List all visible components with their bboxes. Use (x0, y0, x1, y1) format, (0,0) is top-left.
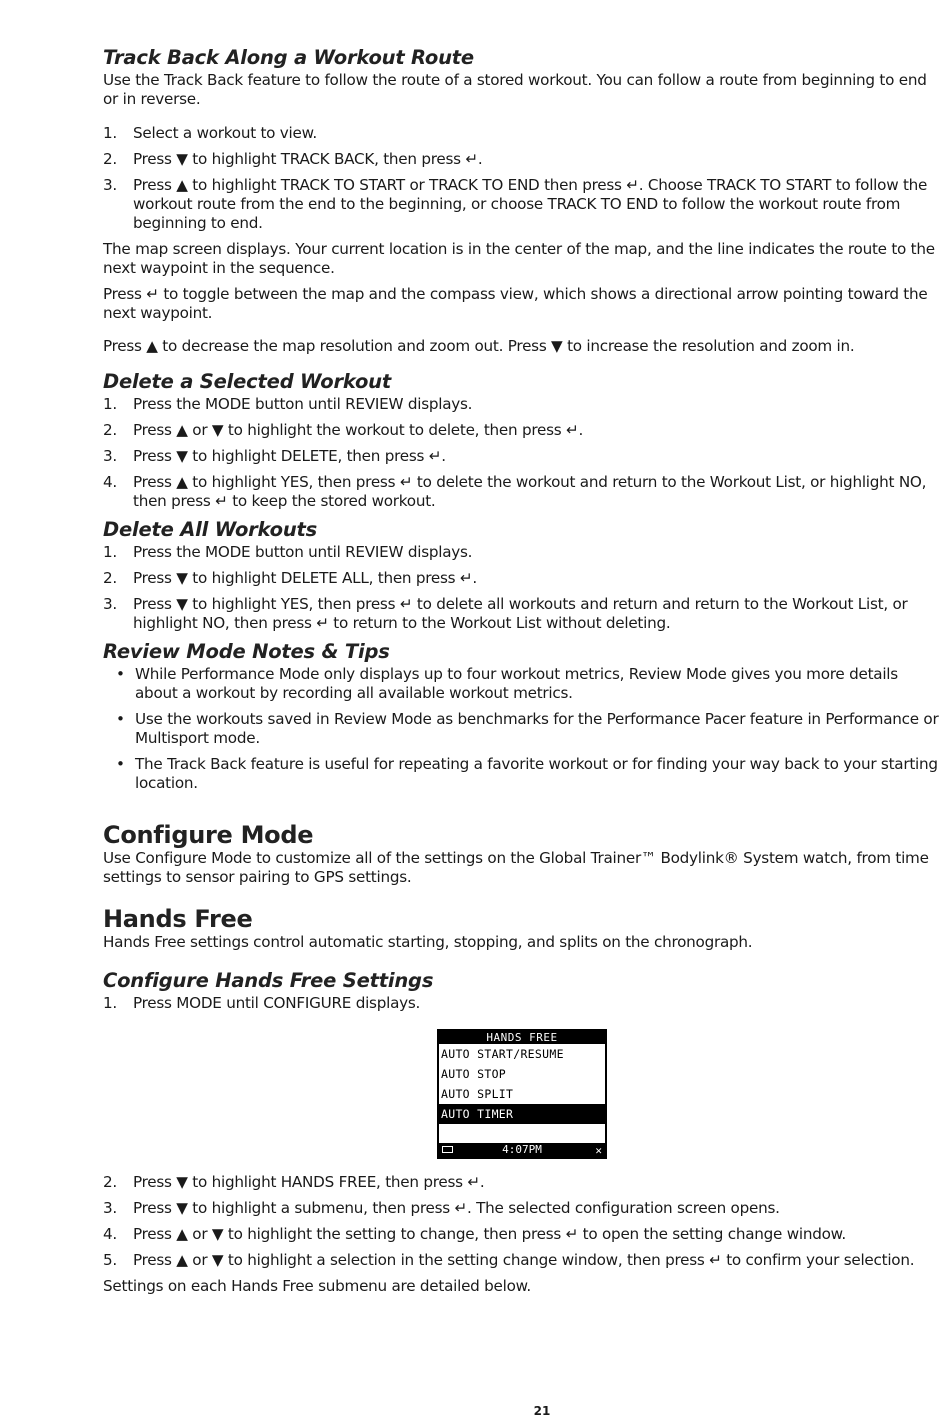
page-number: 21 (533, 1404, 551, 1418)
bullet-icon: • (116, 710, 125, 728)
heading-delete-selected: Delete a Selected Workout (103, 370, 391, 393)
configure-mode-text: Use Configure Mode to customize all of the settings on the Global Trainer™ Bodylink® System watch, from time settings to sensor pairing to GPS settings. (103, 849, 929, 886)
device-screen (437, 1029, 607, 1159)
list-item: • The Track Back feature is useful for repeating a favorite workout or for finding your way back to your starting location. (116, 755, 938, 792)
bullet-icon: • (116, 755, 125, 773)
list-item: 1. Press MODE until CONFIGURE displays. (103, 994, 421, 1012)
track-back-steps (103, 124, 945, 233)
list-item: 1. Select a workout to view. (103, 124, 317, 142)
battery-icon (442, 1146, 453, 1153)
hands-free-text: Hands Free settings control automatic starting, stopping, and splits on the chronograph. (103, 933, 753, 951)
list-item: 1. Press the MODE button until REVIEW displays. (103, 395, 473, 413)
heading-review-tips: Review Mode Notes & Tips (103, 640, 390, 663)
list-item: 4. Press ▲ or ▼ to highlight the setting to change, then press ↵ to open the setting change window. (103, 1225, 846, 1243)
list-item: 2. Press ▲ or ▼ to highlight the workout to delete, then press ↵. (103, 421, 584, 439)
heading-configure-hands-free: Configure Hands Free Settings (103, 969, 434, 992)
list-item: 1. Press the MODE button until REVIEW displays. (103, 543, 473, 561)
track-back-map-text: The map screen displays. Your current location is in the center of the map, and the line indicates the route to the next waypoint in the sequence. (103, 240, 935, 277)
device-time: 4:07PM (502, 1143, 542, 1156)
configure-hands-free-steps (103, 1173, 945, 1270)
heading-configure-mode: Configure Mode (103, 821, 314, 849)
list-item: 3. Press ▼ to highlight DELETE, then press ↵. (103, 447, 446, 465)
device-menu-item-selected: AUTO TIMER (439, 1104, 605, 1124)
bullet-icon: • (116, 665, 125, 683)
list-item: 3. Press ▼ to highlight YES, then press ↵ to delete all workouts and return and return to the Workout List, or highlight NO, then press ↵ to return to the Workout List without deleting. (103, 595, 908, 632)
device-menu-item: AUTO SPLIT (441, 1087, 514, 1101)
page-content (103, 44, 945, 1296)
list-item: 3. Press ▲ to highlight TRACK TO START or TRACK TO END then press ↵. Choose TRACK TO START to follow the workout route from the end to the beginning, or choose TRACK TO END to follow the workout route from beginning to end. (103, 176, 928, 232)
track-back-toggle-text: Press ↵ to toggle between the map and the compass view, which shows a directional arrow pointing toward the next waypoint. (103, 285, 928, 322)
track-back-intro: Use the Track Back feature to follow the route of a stored workout. You can follow a route from beginning to end or in reverse. (103, 71, 927, 108)
satellite-icon: ✕ (595, 1144, 602, 1157)
review-tips-list (103, 665, 945, 793)
delete-selected-steps (103, 395, 945, 511)
heading-hands-free: Hands Free (103, 905, 253, 933)
device-menu-item: AUTO STOP (441, 1067, 507, 1081)
list-item: 2. Press ▼ to highlight TRACK BACK, then press ↵. (103, 150, 483, 168)
list-item: 3. Press ▼ to highlight a submenu, then press ↵. The selected configuration screen opens. (103, 1199, 780, 1217)
delete-all-steps (103, 543, 945, 633)
list-item: 2. Press ▼ to highlight DELETE ALL, then press ↵. (103, 569, 477, 587)
heading-delete-all: Delete All Workouts (103, 518, 318, 541)
device-menu-item: AUTO START/RESUME (441, 1047, 564, 1061)
list-item: 4. Press ▲ to highlight YES, then press ↵ to delete the workout and return to the Workout List, or highlight NO, then press ↵ to keep the stored workout. (103, 473, 927, 510)
configure-hands-free-step1 (103, 994, 945, 1013)
device-screen-wrapper (103, 1029, 945, 1159)
list-item: • Use the workouts saved in Review Mode as benchmarks for the Performance Pacer feature in Performance or Multisport mode. (116, 710, 939, 747)
heading-track-back: Track Back Along a Workout Route (103, 46, 474, 69)
track-back-zoom-text: Press ▲ to decrease the map resolution and zoom out. Press ▼ to increase the resolution and zoom in. (103, 337, 855, 355)
list-item: 2. Press ▼ to highlight HANDS FREE, then press ↵. (103, 1173, 485, 1191)
list-item: • While Performance Mode only displays up to four workout metrics, Review Mode gives you more details about a workout by recording all available workout metrics. (116, 665, 898, 702)
device-status-bar (439, 1143, 605, 1157)
list-item: 5. Press ▲ or ▼ to highlight a selection in the setting change window, then press ↵ to confirm your selection. (103, 1251, 915, 1269)
hands-free-footer-text: Settings on each Hands Free submenu are detailed below. (103, 1277, 531, 1295)
device-screen-title: HANDS FREE (439, 1031, 605, 1044)
